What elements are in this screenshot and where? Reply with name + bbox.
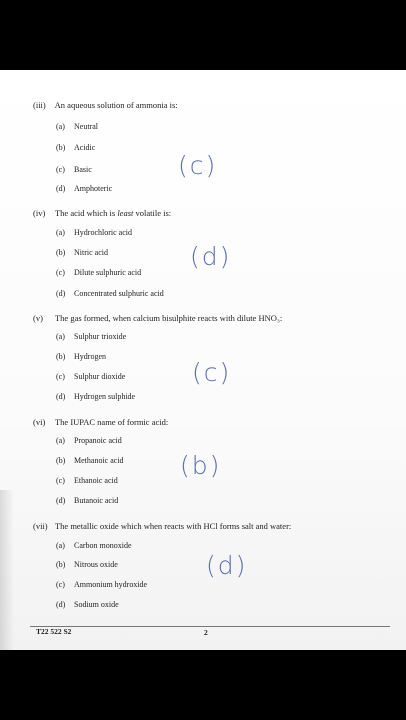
option-iii-b: (b) Acidic [56, 143, 96, 152]
page-edge-shadow [0, 490, 14, 650]
option-iii-d: (d) Amphoteric [56, 184, 113, 193]
page-number: 2 [204, 628, 208, 637]
option-vi-a: (a) Propanoic acid [56, 436, 122, 445]
option-vii-b: (b) Nitrous oxide [56, 560, 118, 569]
question-text: The IUPAC name of formic acid: [54, 417, 169, 427]
paper-code: T22 522 S2 [36, 627, 72, 636]
question-iii [33, 100, 178, 110]
handwritten-answer: (d) [206, 551, 248, 580]
option-v-a: (a) Sulphur trioxide [56, 332, 127, 341]
question-number: (v) [33, 313, 43, 323]
option-iii-c: (c) Basic [56, 165, 92, 174]
option-vi-b: (b) Methanoic acid [56, 456, 124, 465]
option-iii-a: (a) Neutral [56, 122, 98, 131]
question-vii [33, 521, 291, 531]
exam-page [0, 70, 406, 650]
handwritten-answer: (c) [178, 151, 218, 180]
question-number: (vi) [33, 417, 46, 427]
option-vii-c: (c) Ammonium hydroxide [56, 580, 148, 589]
question-number: (iv) [33, 208, 46, 218]
option-v-b: (b) Hydrogen [56, 352, 106, 361]
option-v-c: (c) Sulphur dioxide [56, 372, 126, 381]
option-v-d: (d) Hydrogen sulphide [56, 392, 136, 401]
question-iv [33, 208, 171, 218]
option-iv-c: (c) Dilute sulphuric acid [56, 268, 142, 277]
option-vi-c: (c) Ethanoic acid [56, 476, 118, 485]
question-v [33, 313, 282, 323]
handwritten-answer: (c) [192, 358, 232, 387]
option-vii-a: (a) Carbon monoxide [56, 541, 132, 550]
handwritten-answer: (b) [180, 451, 222, 480]
question-text: The gas formed, when calcium bisulphite reacts with dilute HNO₃: [54, 313, 283, 323]
question-number: (iii) [33, 100, 46, 110]
option-iv-d: (d) Concentrated sulphuric acid [56, 289, 164, 298]
question-text: The metallic oxide which when reacts with HCl forms salt and water: [54, 521, 292, 531]
option-vi-d: (d) Butanoic acid [56, 496, 119, 505]
option-vii-d: (d) Sodium oxide [56, 600, 119, 609]
question-number: (vii) [33, 521, 48, 531]
question-text: The acid which is least volatile is: [54, 208, 172, 218]
option-iv-b: (b) Nitric acid [56, 248, 108, 257]
handwritten-answer: (d) [190, 242, 232, 271]
option-iv-a: (a) Hydrochloric acid [56, 228, 132, 237]
question-vi [33, 417, 168, 427]
footer-divider [30, 626, 390, 627]
question-text: An aqueous solution of ammonia is: [54, 100, 178, 110]
